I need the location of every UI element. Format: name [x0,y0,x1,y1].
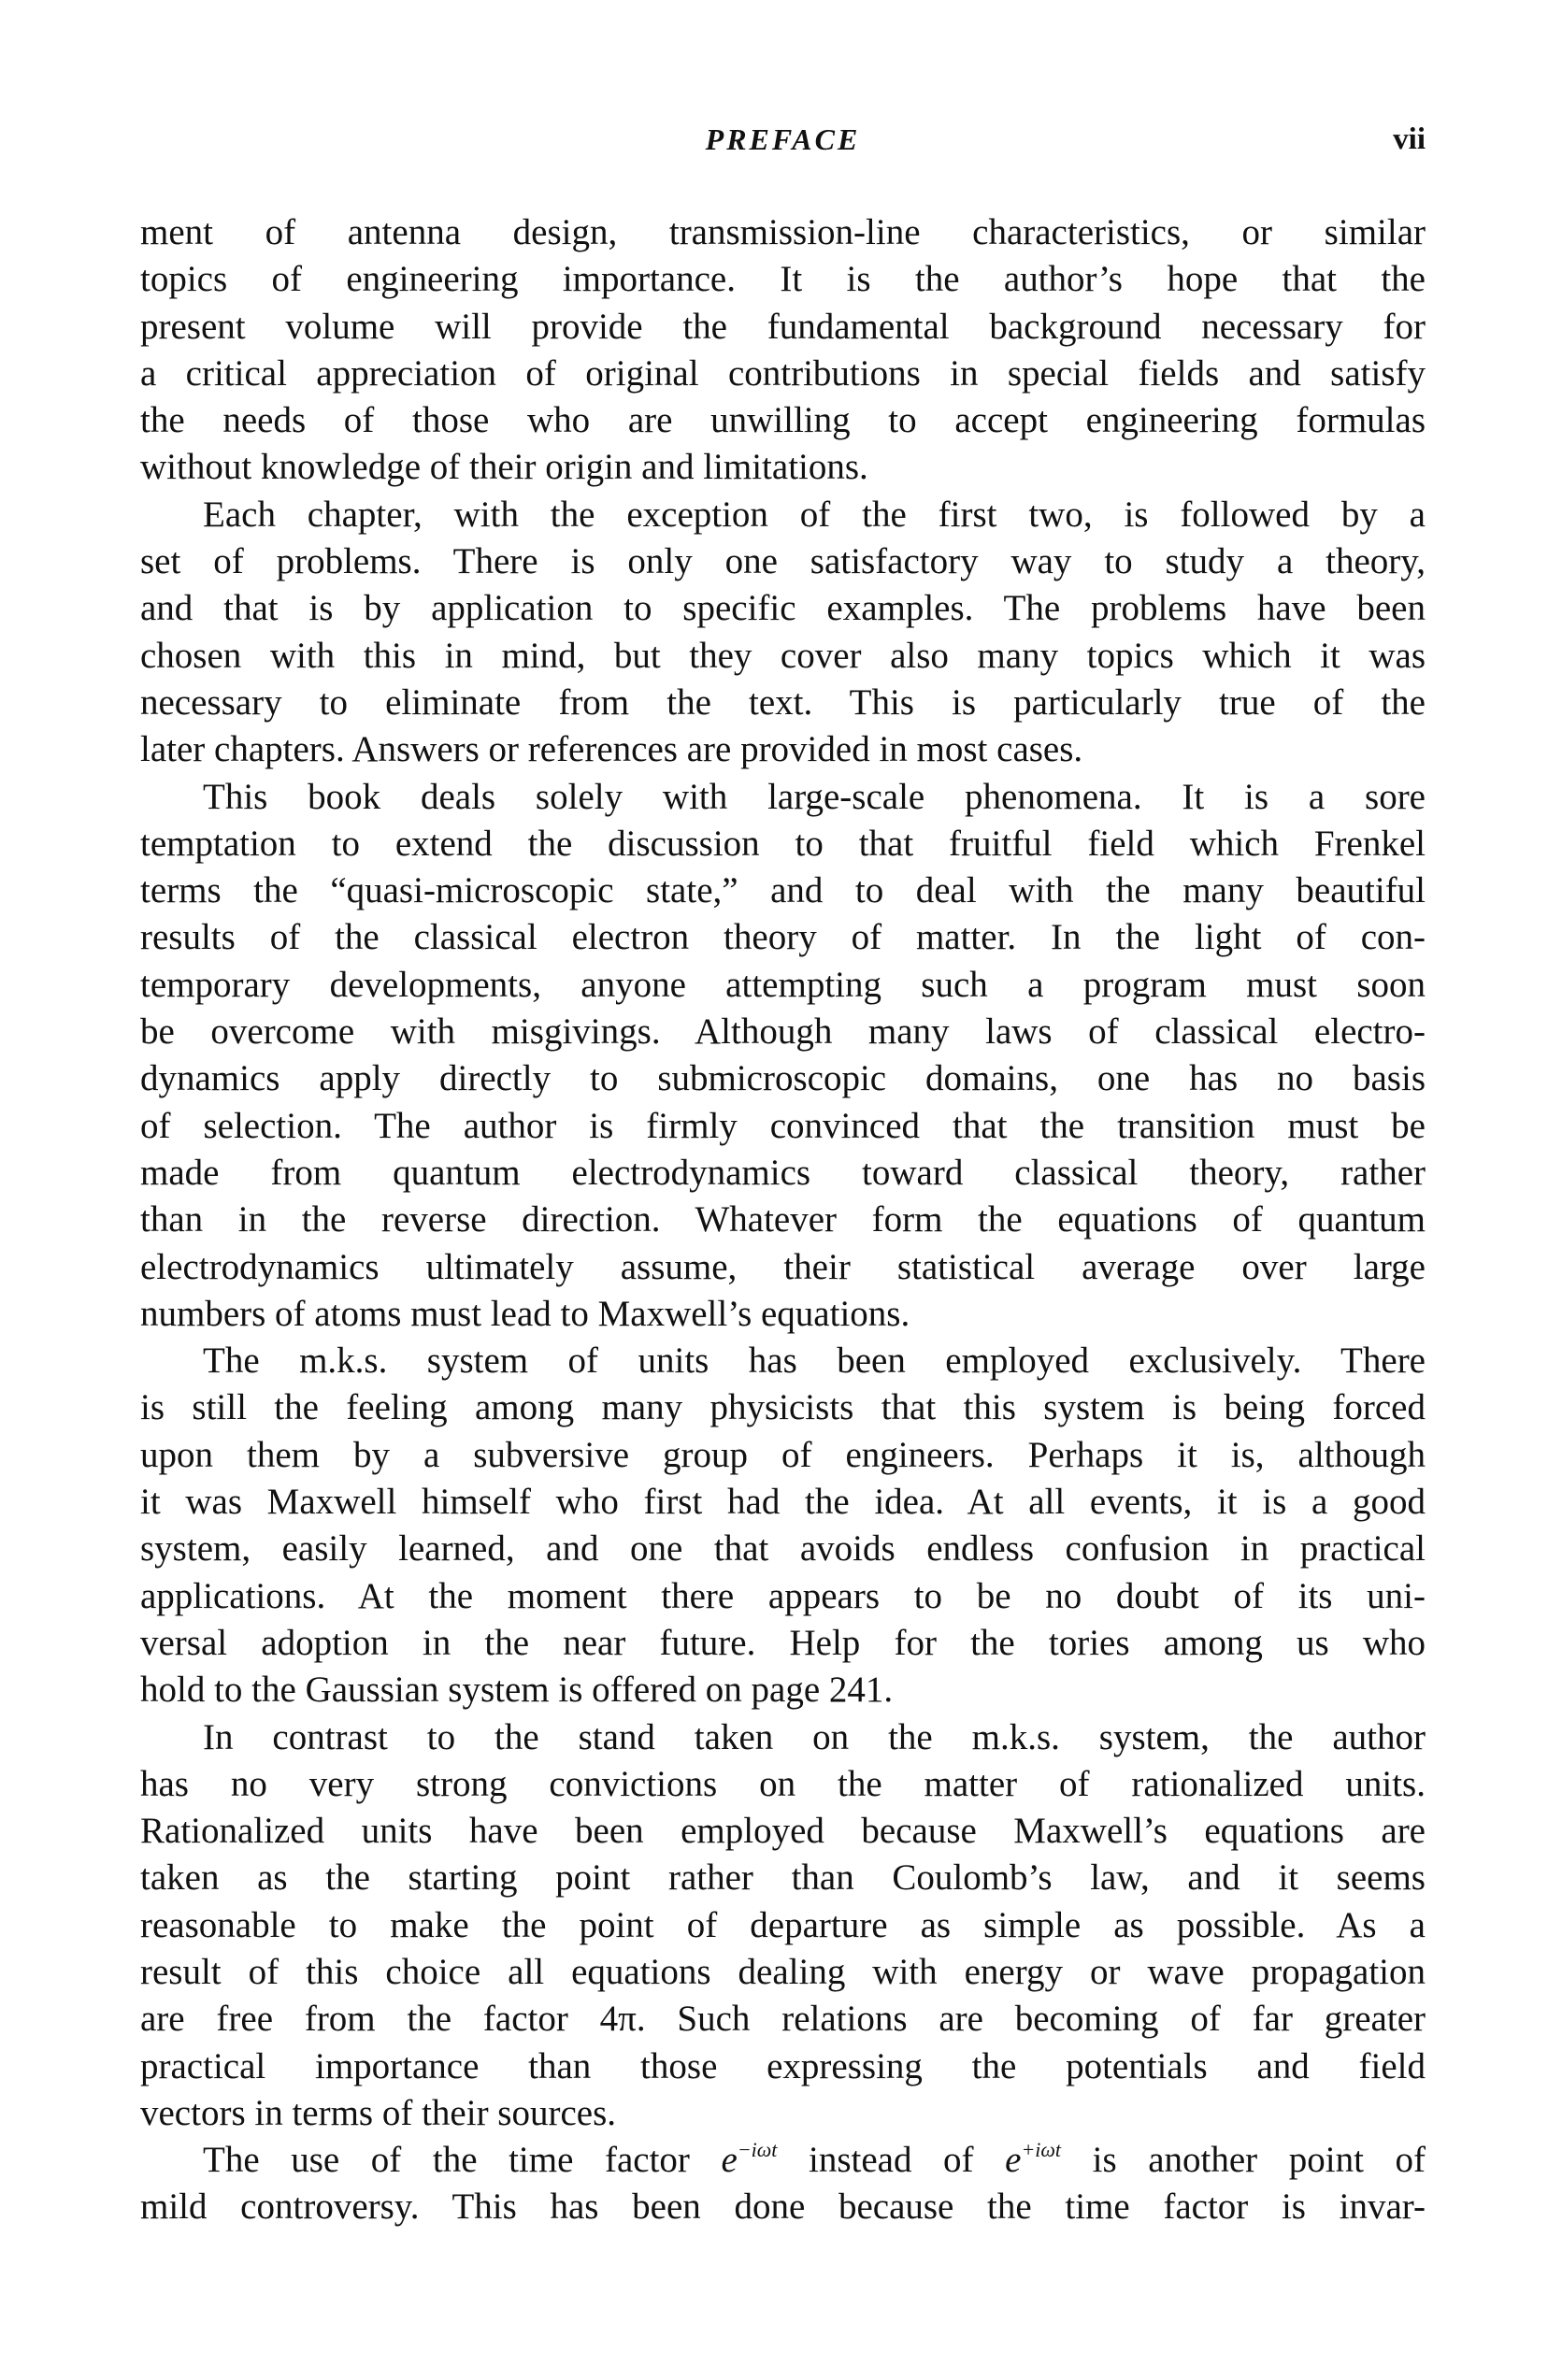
paragraph-3 [140,774,1426,1339]
text-line: and that is by application to specific examples. The problems have been [140,588,1426,629]
text-line: the needs of those who are unwilling to accept engineering formulas [140,400,1426,441]
text-line: without knowledge of their origin and limitations. [140,447,868,488]
text-line: versal adoption in the near future. Help for the tories among us who [140,1622,1426,1663]
text-line: system, easily learned, and one that avoids endless confusion in practical [140,1528,1426,1570]
text-line: terms the “quasi-microscopic state,” and to deal with the many beautiful [140,870,1426,911]
text-line: set of problems. There is only one satisfactory way to study a theory, [140,541,1426,582]
math-exponential [1005,2140,1061,2180]
text-line: results of the classical electron theory of matter. In the light of con- [140,917,1426,958]
running-head [140,116,1426,163]
text-line-with-math [140,2137,1426,2184]
text-line: applications. At the moment there appears to be no doubt of its uni- [140,1575,1426,1616]
paragraph-2 [140,492,1426,774]
paragraph-6 [140,2137,1426,2231]
text-line: has no very strong convictions on the matter of rationalized units. [140,1763,1426,1804]
text-line: later chapters. Answers or references are provided in most cases. [140,729,1083,770]
text-line: temptation to extend the discussion to that fruitful field which Frenkel [140,823,1426,864]
text-line: This book deals solely with large-scale phenomena. It is a sore [203,776,1426,817]
text-line: than in the reverse direction. Whatever form the equations of quantum [140,1199,1426,1240]
text-line: Rationalized units have been employed because Maxwell’s equations are [140,1811,1426,1852]
text-line: made from quantum electrodynamics toward classical theory, rather [140,1152,1426,1193]
text-line: dynamics apply directly to submicroscopic domains, one has no basis [140,1058,1426,1099]
body-text [140,209,1426,2231]
text-line: chosen with this in mind, but they cover also many topics which it was [140,635,1426,676]
math-base: e [1005,2140,1022,2181]
text-line: is still the feeling among many physicists that this system is being forced [140,1387,1426,1428]
text-line: practical importance than those expressing the potentials and field [140,2045,1426,2086]
text-line: mild controversy. This has been done because the time factor is invar- [140,2186,1426,2228]
text-line: be overcome with misgivings. Although many laws of classical electro- [140,1011,1426,1053]
text-line: hold to the Gaussian system is offered on page 241. [140,1670,894,1711]
text-line: it was Maxwell himself who first had the idea. At all events, it is a good [140,1482,1426,1523]
text-line: taken as the starting point rather than Coulomb’s law, and it seems [140,1857,1426,1899]
text-line: reasonable to make the point of departure as simple as possible. As a [140,1904,1426,1945]
math-superscript: +iωt [1021,2138,1062,2162]
text-line: Each chapter, with the exception of the first two, is followed by a [203,494,1426,535]
text-line: temporary developments, anyone attempting such a program must soon [140,964,1426,1005]
math-base: e [721,2140,738,2181]
text-line: numbers of atoms must lead to Maxwell’s equations. [140,1293,910,1334]
text-line: In contrast to the stand taken on the m.k.s. system, the author [203,1716,1426,1757]
paragraph-5 [140,1714,1426,2138]
text-line: a critical appreciation of original contributions in special fields and satisfy [140,352,1426,394]
running-title: PREFACE [705,122,861,156]
page-number: vii [1393,122,1426,156]
math-superscript: −iωt [737,2138,778,2162]
text-line: ment of antenna design, transmission-line characteristics, or similar [140,212,1426,252]
text-line: vectors in terms of their sources. [140,2092,617,2133]
math-exponential [722,2140,778,2180]
paragraph-1 [140,209,1426,492]
text-line: of selection. The author is firmly convinced that the transition must be [140,1105,1426,1146]
text-line: electrodynamics ultimately assume, their statistical average over large [140,1246,1426,1287]
text-run: is another point of [1061,2140,1426,2181]
text-line: present volume will provide the fundamental background necessary for [140,306,1426,347]
paragraph-4 [140,1338,1426,1713]
text-line: result of this choice all equations dealing with energy or wave propagation [140,1951,1426,1992]
text-run: instead of [777,2140,1006,2181]
text-line: topics of engineering importance. It is the author’s hope that the [140,259,1426,300]
text-line: necessary to eliminate from the text. This is particularly true of the [140,681,1426,723]
text-run: The use of the time factor [203,2140,722,2181]
text-line: The m.k.s. system of units has been employed exclusively. There [203,1341,1426,1382]
text-line: are free from the factor 4π. Such relations are becoming of far greater [140,1999,1426,2040]
text-line: upon them by a subversive group of engineers. Perhaps it is, although [140,1434,1426,1475]
